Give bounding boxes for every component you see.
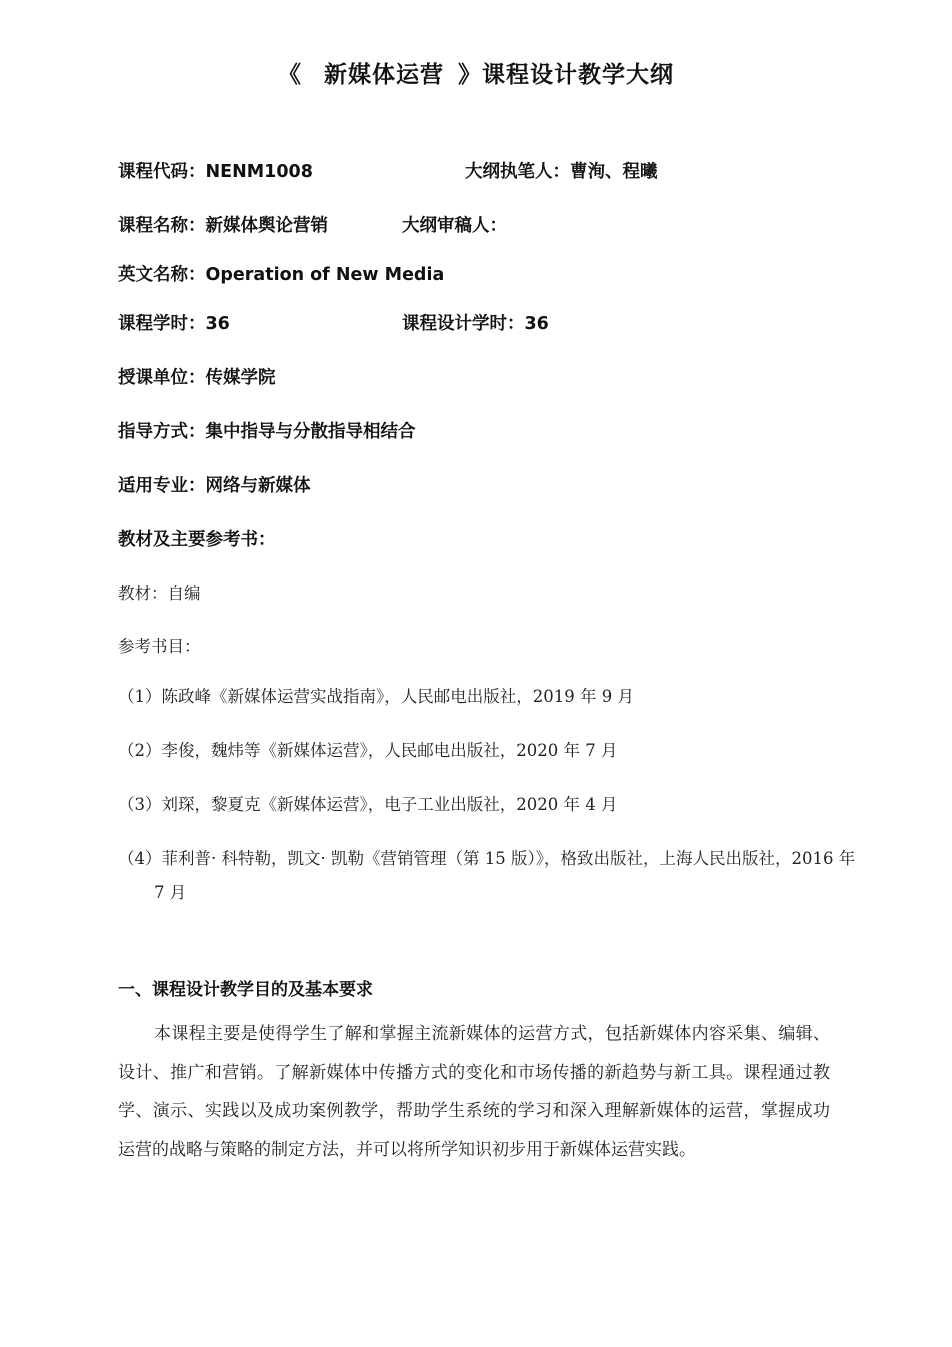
- english-name: 英文名称：Operation of New Media: [118, 265, 445, 285]
- document-title: [0, 56, 952, 89]
- syllabus-author: 大纲执笔人：曹洵、程曦: [465, 162, 658, 182]
- reference-item: （1）陈政峰《新媒体运营实战指南》，人民邮电出版社，2019 年 9 月: [118, 687, 634, 706]
- references-heading: 参考书目：: [118, 637, 201, 656]
- reference-item: （4）菲利普· 科特勒，凯文· 凯勒《营销管理（第 15 版）》，格致出版社，上海人民出版社，2016 年 7 月: [118, 849, 856, 902]
- reference-item: （2）李俊，魏炜等《新媒体运营》，人民邮电出版社，2020 年 7 月: [118, 741, 618, 760]
- title-course-name: 新媒体运营: [324, 62, 444, 88]
- guidance-method: 指导方式：集中指导与分散指导相结合: [118, 422, 416, 442]
- applicable-major: 适用专业：网络与新媒体: [118, 476, 311, 496]
- course-hours: 课程学时：36: [118, 314, 230, 334]
- section-heading: 一、课程设计教学目的及基本要求: [118, 980, 373, 1000]
- course-name: 课程名称：新媒体舆论营销: [118, 216, 328, 236]
- design-hours: 课程设计学时：36: [402, 314, 549, 334]
- course-code: 课程代码：NENM1008: [118, 162, 313, 182]
- teaching-department: 授课单位：传媒学院: [118, 368, 276, 388]
- section-body-paragraph: 本课程主要是使得学生了解和掌握主流新媒体的运营方式，包括新媒体内容采集、编辑、设计、推广和营销。了解新媒体中传播方式的变化和市场传播的新趋势与新工具。课程通过教学、演示、实践以及成功案例教学，帮助学生系统的学习和深入理解新媒体的运营，掌握成功运营的战略与策略的制定方法，并可以将所学知识初步用于新媒体运营实践。: [118, 1024, 830, 1160]
- title-open-bracket: 《: [278, 62, 302, 88]
- books-heading: 教材及主要参考书：: [118, 530, 276, 550]
- textbook-line: 教材：自编: [118, 584, 201, 603]
- syllabus-reviewer: 大纲审稿人：: [402, 216, 507, 236]
- title-suffix: 》课程设计教学大纲: [458, 62, 674, 88]
- reference-item: （3）刘琛，黎夏克《新媒体运营》，电子工业出版社，2020 年 4 月: [118, 795, 618, 814]
